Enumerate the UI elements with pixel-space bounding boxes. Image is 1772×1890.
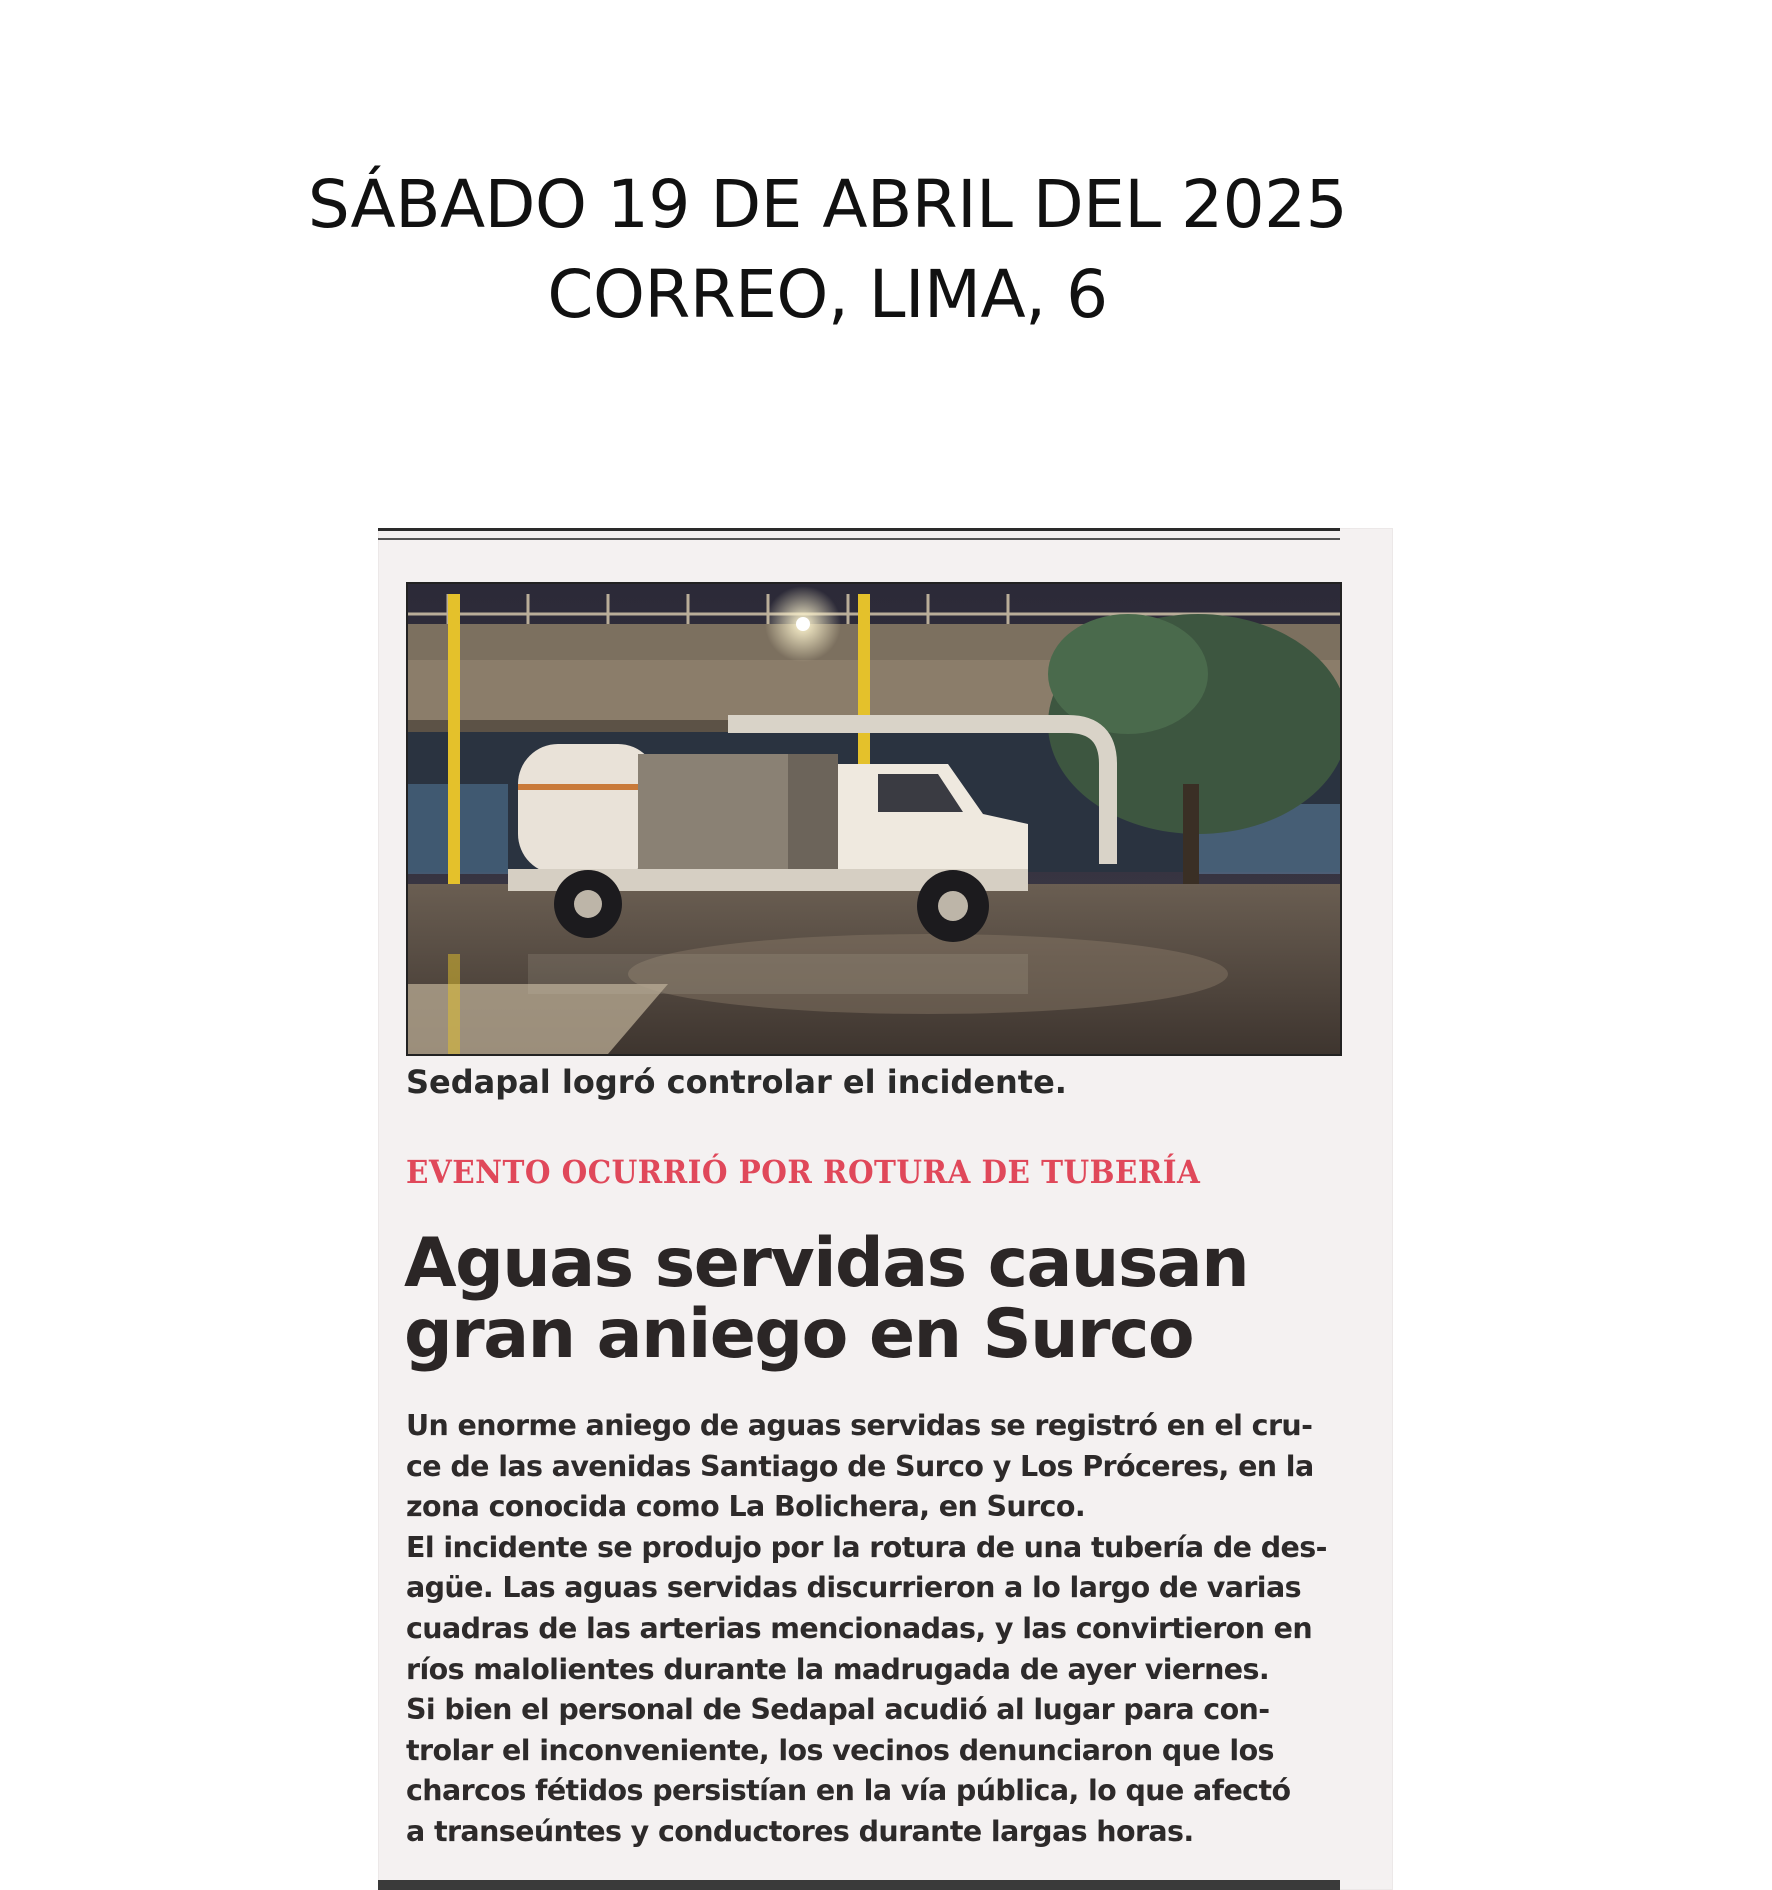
body-line: trolar el inconveniente, los vecinos denunciaron que los <box>406 1733 1274 1767</box>
publication-date: SÁBADO 19 DE ABRIL DEL 2025 <box>307 166 1348 243</box>
publication-source: CORREO, LIMA, 6 <box>547 256 1108 333</box>
body-line: zona conocida como La Bolichera, en Surco. <box>406 1490 1086 1524</box>
body-line: cuadras de las arterias mencionadas, y las convirtieron en <box>406 1611 1313 1645</box>
truck-photo-illustration <box>408 584 1340 1054</box>
body-line: ce de las avenidas Santiago de Surco y Los Próceres, en la <box>406 1449 1314 1483</box>
body-line: charcos fétidos persistían en la vía pública, lo que afectó <box>406 1774 1291 1808</box>
headline-line: gran aniego en Surco <box>404 1295 1194 1374</box>
newspaper-clipping <box>378 528 1393 1890</box>
article-kicker: EVENTO OCURRIÓ POR ROTURA DE TUBERÍA <box>406 1153 1201 1191</box>
top-rule-secondary <box>378 538 1340 540</box>
photo-caption: Sedapal logró controlar el incidente. <box>406 1063 1067 1101</box>
top-rule <box>378 528 1340 531</box>
body-line: a transeúntes y conductores durante largas horas. <box>406 1814 1194 1848</box>
article-headline <box>404 1224 1249 1374</box>
clipping-header <box>0 160 1655 340</box>
body-line: El incidente se produjo por la rotura de una tubería de des- <box>406 1530 1327 1564</box>
article-photo <box>406 582 1342 1056</box>
body-line: Un enorme aniego de aguas servidas se registró en el cru- <box>406 1409 1313 1442</box>
article-body <box>406 1406 1346 1853</box>
headline-line: Aguas servidas causan <box>404 1224 1249 1303</box>
body-line: agüe. Las aguas servidas discurrieron a lo largo de varias <box>406 1571 1301 1605</box>
body-line: Si bien el personal de Sedapal acudió al lugar para con- <box>406 1693 1270 1727</box>
bottom-rule <box>378 1880 1340 1890</box>
body-line: ríos malolientes durante la madrugada de ayer viernes. <box>406 1652 1270 1686</box>
